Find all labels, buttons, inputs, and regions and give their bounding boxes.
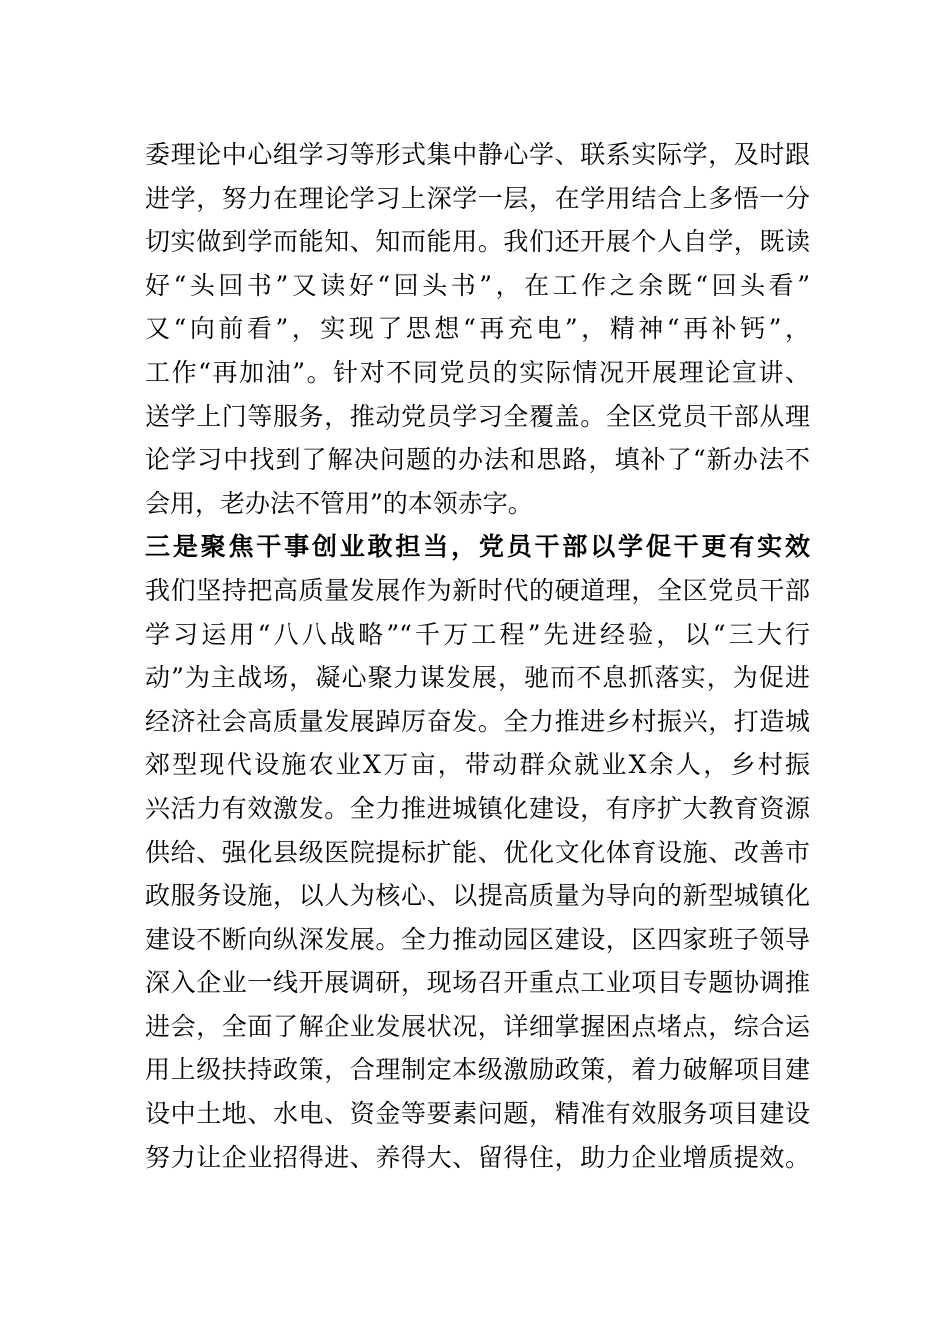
paragraph-line: 政服务设施，以人为核心、以提高质量为导向的新型城镇化 — [145, 881, 810, 911]
paragraph-1 — [145, 133, 810, 525]
paragraph-line: 建设不断向纵深发展。全力推动园区建设，区四家班子领导 — [145, 924, 810, 954]
paragraph-line: 兴活力有效激发。全力推进城镇化建设，有序扩大教育资源 — [145, 793, 810, 823]
paragraph-line: 努力让企业招得进、养得大、留得住，助力企业增质提效。 — [145, 1142, 810, 1172]
paragraph-line: 供给、强化县级医院提标扩能、优化文化体育设施、改善市 — [145, 837, 810, 867]
paragraph-line: 进学，努力在理论学习上深学一层，在学用结合上多悟一分 — [145, 183, 810, 213]
paragraph-line: 送学上门等服务，推动党员学习全覆盖。全区党员干部从理 — [145, 401, 810, 431]
paragraph-line: 设中土地、水电、资金等要素问题，精准有效服务项目建设 — [145, 1099, 810, 1129]
paragraph-line: 我们坚持把高质量发展作为新时代的硬道理，全区党员干部 — [145, 575, 810, 605]
paragraph-line: 郊型现代设施农业X万亩，带动群众就业X余人，乡村振 — [145, 750, 810, 780]
paragraph-line: 进会，全面了解企业发展状况，详细掌握困点堵点，综合运 — [145, 1011, 810, 1041]
paragraph-line: 会用，老办法不管用”的本领赤字。 — [145, 488, 533, 518]
section-heading: 三是聚焦干事创业敢担当，党员干部以学促干更有实效 — [145, 532, 810, 562]
paragraph-line: 切实做到学而能知、知而能用。我们还开展个人自学，既读 — [145, 227, 810, 257]
paragraph-line: 好“头回书”又读好“回头书”，在工作之余既“回头看” — [145, 270, 810, 300]
paragraph-line: 工作“再加油”。针对不同党员的实际情况开展理论宣讲、 — [145, 357, 810, 387]
paragraph-line: 又“向前看”，实现了思想“再充电”，精神“再补钙”， — [145, 314, 810, 344]
paragraph-line: 动”为主战场，凝心聚力谋发展，驰而不息抓落实，为促进 — [145, 663, 810, 693]
paragraph-line: 用上级扶持政策，合理制定本级激励政策，着力破解项目建 — [145, 1055, 810, 1085]
paragraph-line: 论学习中找到了解决问题的办法和思路，填补了“新办法不 — [145, 445, 810, 475]
paragraph-line: 委理论中心组学习等形式集中静心学、联系实际学，及时跟 — [145, 140, 810, 169]
body-text — [145, 133, 810, 1179]
paragraph-line: 经济社会高质量发展踔厉奋发。全力推进乡村振兴，打造城 — [145, 706, 810, 736]
paragraph-line: 学习运用“八八战略”“千万工程”先进经验，以“三大行 — [145, 619, 810, 649]
section-3 — [145, 525, 810, 1179]
paragraph-line: 深入企业一线开展调研，现场召开重点工业项目专题协调推 — [145, 968, 810, 998]
